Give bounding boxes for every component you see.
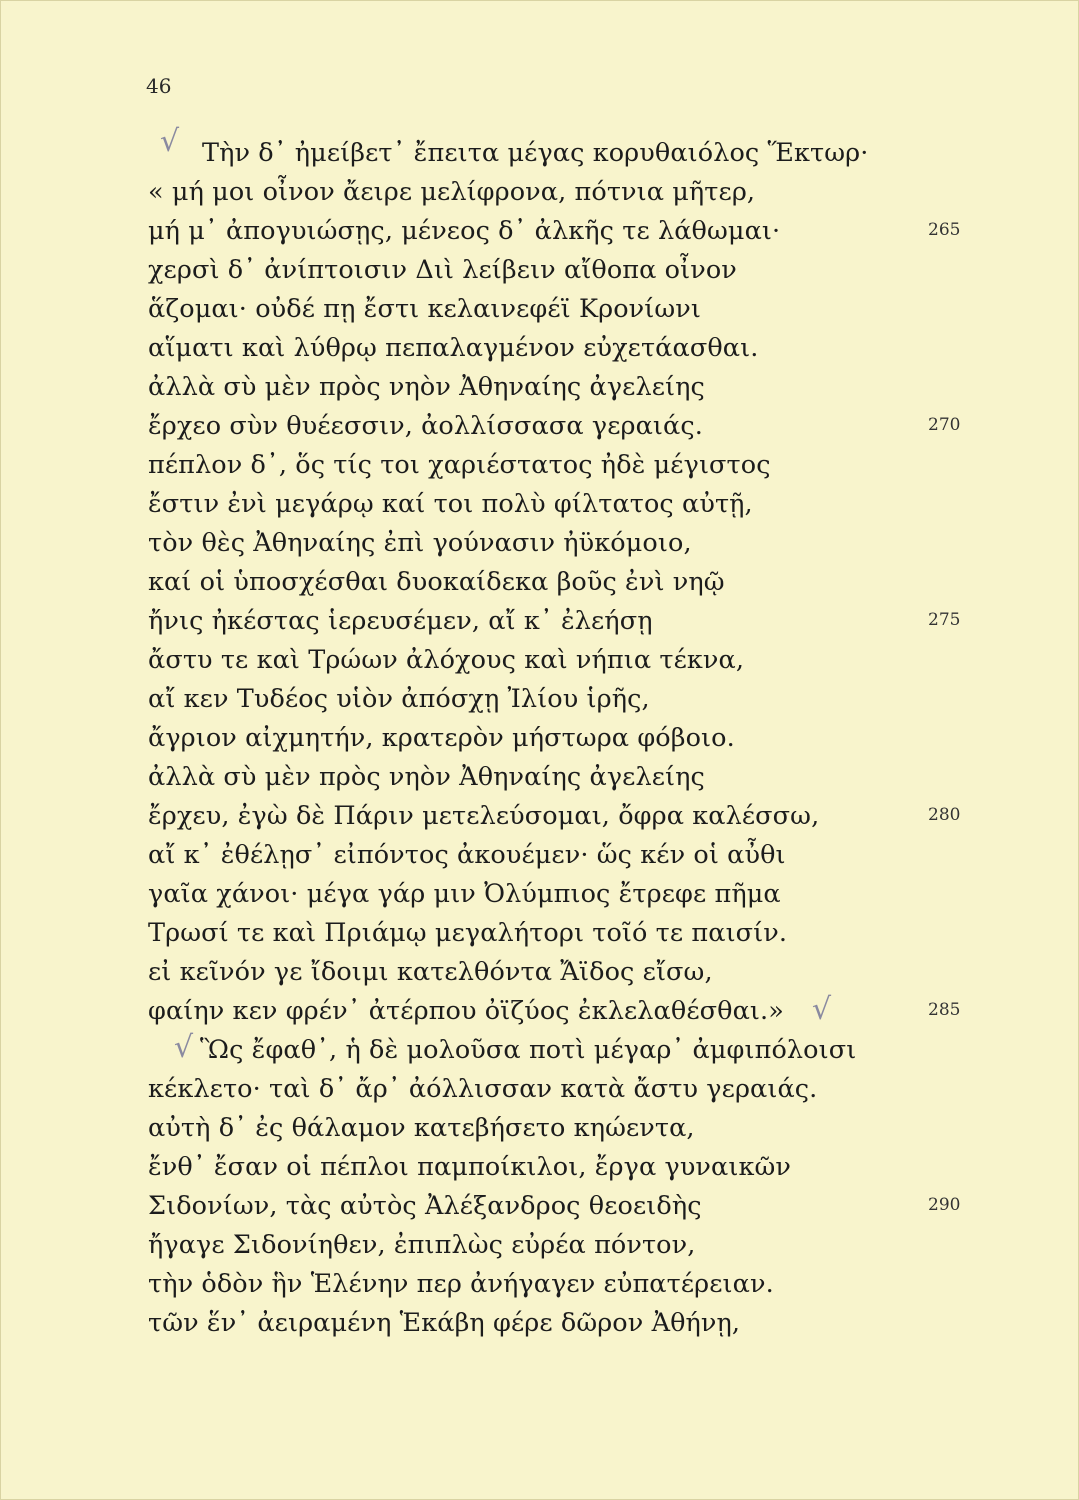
check-mark: √ — [812, 992, 832, 1027]
check-mark: √ — [174, 1030, 194, 1065]
verse-line: Ὣς ἔφαθ᾽, ἡ δὲ μολοῦσα ποτὶ μέγαρ᾽ ἀμφιπόλοισι — [200, 1035, 857, 1065]
line-number: 270 — [928, 415, 961, 435]
verse-line: ἄστυ τε καὶ Τρώων ἀλόχους καὶ νήπια τέκνα, — [148, 645, 745, 675]
verse-line: τῶν ἕν᾽ ἀειραμένη Ἑκάβη φέρε δῶρον Ἀθήνῃ, — [148, 1308, 741, 1338]
verse-line: αὐτὴ δ᾽ ἐς θάλαμον κατεβήσετο κηώεντα, — [148, 1113, 695, 1143]
verse-line: Τὴν δ᾽ ἠμείβετ᾽ ἔπειτα μέγας κορυθαιόλος Ἕκτωρ· — [202, 138, 869, 168]
verse-line: γαῖα χάνοι· μέγα γάρ μιν Ὀλύμπιος ἔτρεφε πῆμα — [148, 879, 781, 909]
verse-line: ἤνις ἠκέστας ἱερευσέμεν, αἴ κ᾽ ἐλεήσῃ — [148, 606, 653, 636]
verse-line: ἀλλὰ σὺ μὲν πρὸς νηὸν Ἀθηναίης ἀγελείης — [148, 372, 705, 402]
verse-line: φαίην κεν φρέν᾽ ἀτέρπου ὀϊζύος ἐκλελαθέσθαι.» — [148, 996, 784, 1026]
verse-line: ἅζομαι· οὐδέ πῃ ἔστι κελαινεφέϊ Κρονίωνι — [148, 294, 701, 324]
verse-line: « μή μοι οἶνον ἄειρε μελίφρονα, πότνια μῆτερ, — [148, 177, 756, 207]
line-number: 285 — [928, 1000, 961, 1020]
verse-line: χερσὶ δ᾽ ἀνίπτοισιν Διὶ λείβειν αἴθοπα οἶνον — [148, 255, 737, 285]
verse-line: πέπλον δ᾽, ὅς τίς τοι χαριέστατος ἠδὲ μέγιστος — [148, 450, 771, 480]
verse-line: καί οἱ ὑποσχέσθαι δυοκαίδεκα βοῦς ἐνὶ νηῷ — [148, 567, 725, 597]
verse-line: αἵματι καὶ λύθρῳ πεπαλαγμένον εὐχετάασθαι. — [148, 333, 759, 363]
verse-line: μή μ᾽ ἀπογυιώσῃς, μένεος δ᾽ ἀλκῆς τε λάθωμαι· — [148, 216, 781, 246]
line-number: 275 — [928, 610, 961, 630]
verse-line: τὴν ὁδὸν ἣν Ἑλένην περ ἀνήγαγεν εὐπατέρειαν. — [148, 1269, 774, 1299]
line-number: 290 — [928, 1195, 961, 1215]
line-number: 280 — [928, 805, 961, 825]
verse-line: ἔρχεο σὺν θυέεσσιν, ἀολλίσσασα γεραιάς. — [148, 411, 703, 441]
verse-line: τὸν θὲς Ἀθηναίης ἐπὶ γούνασιν ἠϋκόμοιο, — [148, 528, 692, 558]
verse-line: ἔρχευ, ἐγὼ δὲ Πάριν μετελεύσομαι, ὄφρα καλέσσω, — [148, 801, 820, 831]
verse-line: εἰ κεῖνόν γε ἴδοιμι κατελθόντα Ἄϊδος εἴσω, — [148, 957, 713, 987]
line-number: 265 — [928, 220, 961, 240]
check-mark: √ — [160, 124, 180, 159]
verse-line: ἔστιν ἐνὶ μεγάρῳ καί τοι πολὺ φίλτατος αὐτῇ, — [148, 489, 753, 519]
verse-line: ἔνθ᾽ ἔσαν οἱ πέπλοι παμποίκιλοι, ἔργα γυναικῶν — [148, 1152, 791, 1182]
verse-line: ἀλλὰ σὺ μὲν πρὸς νηὸν Ἀθηναίης ἀγελείης — [148, 762, 705, 792]
verse-line: αἴ κ᾽ ἐθέλῃσ᾽ εἰπόντος ἀκουέμεν· ὥς κέν οἱ αὖθι — [148, 840, 786, 870]
page-number: 46 — [146, 74, 172, 98]
verse-line: ἄγριον αἰχμητήν, κρατερὸν μήστωρα φόβοιο. — [148, 723, 735, 753]
verse-line: ἤγαγε Σιδονίηθεν, ἐπιπλὼς εὐρέα πόντον, — [148, 1230, 696, 1260]
verse-line: κέκλετο· ταὶ δ᾽ ἄρ᾽ ἀόλλισσαν κατὰ ἄστυ γεραιάς. — [148, 1074, 818, 1104]
verse-line: Σιδονίων, τὰς αὐτὸς Ἀλέξανδρος θεοειδὴς — [148, 1191, 702, 1221]
verse-line: Τρωσί τε καὶ Πριάμῳ μεγαλήτορι τοῖό τε παισίν. — [148, 918, 788, 948]
verse-line: αἴ κεν Τυδέος υἱὸν ἀπόσχῃ Ἰλίου ἱρῆς, — [148, 684, 650, 714]
